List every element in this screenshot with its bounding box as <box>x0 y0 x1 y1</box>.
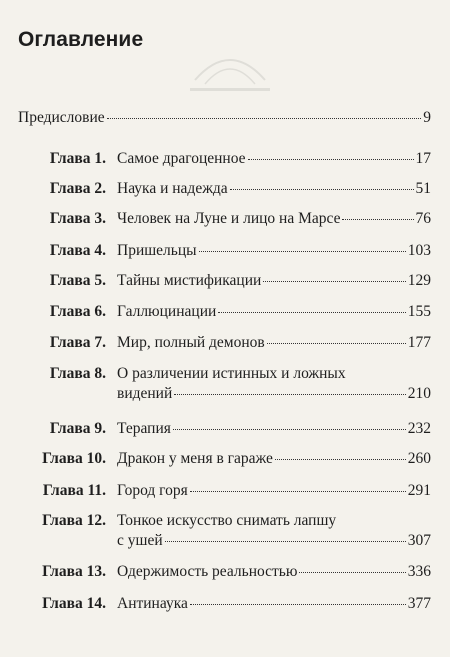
entry-title: Город горя <box>117 482 188 499</box>
chapter-number: Глава 6. <box>49 303 106 320</box>
chapter-number: Глава 3. <box>49 210 106 227</box>
chapter-number: Глава 12. <box>42 512 106 529</box>
entry-page: 51 <box>415 180 431 197</box>
toc-entry-preface[interactable] <box>18 109 431 127</box>
entry-page: 291 <box>407 482 431 499</box>
dot-leader <box>190 490 406 492</box>
dot-leader <box>230 188 414 190</box>
toc-entry-chapter[interactable] <box>0 180 431 198</box>
toc-entry-chapter[interactable] <box>0 303 431 321</box>
chapter-number: Глава 13. <box>42 563 106 580</box>
entry-title: Терапия <box>117 420 171 437</box>
dot-leader <box>107 117 422 119</box>
dot-leader <box>190 603 406 605</box>
page-title: Оглавление <box>18 28 144 51</box>
toc-entry-continuation[interactable] <box>117 385 431 403</box>
chapter-number: Глава 10. <box>42 450 106 467</box>
dot-leader <box>174 393 405 395</box>
chapter-number: Глава 2. <box>49 180 106 197</box>
toc-entry-chapter[interactable] <box>0 272 431 290</box>
entry-page: 9 <box>423 109 431 126</box>
entry-title: Наука и надежда <box>117 180 228 197</box>
dot-leader <box>299 571 405 573</box>
toc-entry-chapter[interactable] <box>0 512 431 530</box>
entry-title: Мир, полный демонов <box>117 334 265 351</box>
toc-entry-chapter[interactable] <box>0 563 431 581</box>
toc-entry-continuation[interactable] <box>117 532 431 550</box>
entry-title: Человек на Луне и лицо на Марсе <box>117 210 341 227</box>
chapter-number: Глава 5. <box>49 272 106 289</box>
entry-page: 336 <box>407 563 431 580</box>
entry-page: 177 <box>407 334 431 351</box>
dot-leader <box>173 428 406 430</box>
entry-title: Антинаука <box>117 595 188 612</box>
chapter-number: Глава 7. <box>49 334 106 351</box>
entry-page: 260 <box>407 450 431 467</box>
entry-title-continued: видений <box>117 385 173 402</box>
entry-page: 210 <box>407 385 431 402</box>
entry-title: Галлюцинации <box>117 303 217 320</box>
entry-title: О различении истинных и ложных <box>117 365 346 382</box>
toc-entry-chapter[interactable] <box>0 450 431 468</box>
entry-page: 377 <box>407 595 431 612</box>
entry-title: Предисловие <box>18 109 105 126</box>
entry-title: Самое драгоценное <box>117 150 246 167</box>
toc-entry-chapter[interactable] <box>0 210 431 228</box>
entry-page: 103 <box>407 242 431 259</box>
entry-title: Одержимость реальностью <box>117 563 298 580</box>
entry-page: 155 <box>407 303 431 320</box>
entry-title: Пришельцы <box>117 242 197 259</box>
chapter-number: Глава 9. <box>49 420 106 437</box>
entry-title-continued: с ушей <box>117 532 163 549</box>
dot-leader <box>275 458 406 460</box>
toc-entry-chapter[interactable] <box>0 420 431 438</box>
show-through-ornament <box>185 40 275 100</box>
chapter-number: Глава 14. <box>42 595 106 612</box>
dot-leader <box>248 158 414 160</box>
entry-page: 17 <box>415 150 431 167</box>
dot-leader <box>263 280 405 282</box>
toc-entry-chapter[interactable] <box>0 365 431 383</box>
toc-entry-chapter[interactable] <box>0 150 431 168</box>
toc-entry-chapter[interactable] <box>0 242 431 260</box>
dot-leader <box>218 311 405 313</box>
dot-leader <box>342 218 413 220</box>
dot-leader <box>267 342 406 344</box>
entry-page: 129 <box>407 272 431 289</box>
entry-title: Тайны мистификации <box>117 272 262 289</box>
toc-entry-chapter[interactable] <box>0 482 431 500</box>
entry-title: Дракон у меня в гараже <box>117 450 273 467</box>
toc-entry-chapter[interactable] <box>0 595 431 613</box>
chapter-number: Глава 8. <box>49 365 106 382</box>
entry-title: Тонкое искусство снимать лапшу <box>117 512 337 529</box>
entry-page: 307 <box>407 532 431 549</box>
entry-page: 232 <box>407 420 431 437</box>
chapter-number: Глава 1. <box>49 150 106 167</box>
entry-page: 76 <box>415 210 431 227</box>
chapter-number: Глава 4. <box>49 242 106 259</box>
chapter-number: Глава 11. <box>42 482 106 499</box>
dot-leader <box>199 250 406 252</box>
toc-entry-chapter[interactable] <box>0 334 431 352</box>
dot-leader <box>165 540 406 542</box>
